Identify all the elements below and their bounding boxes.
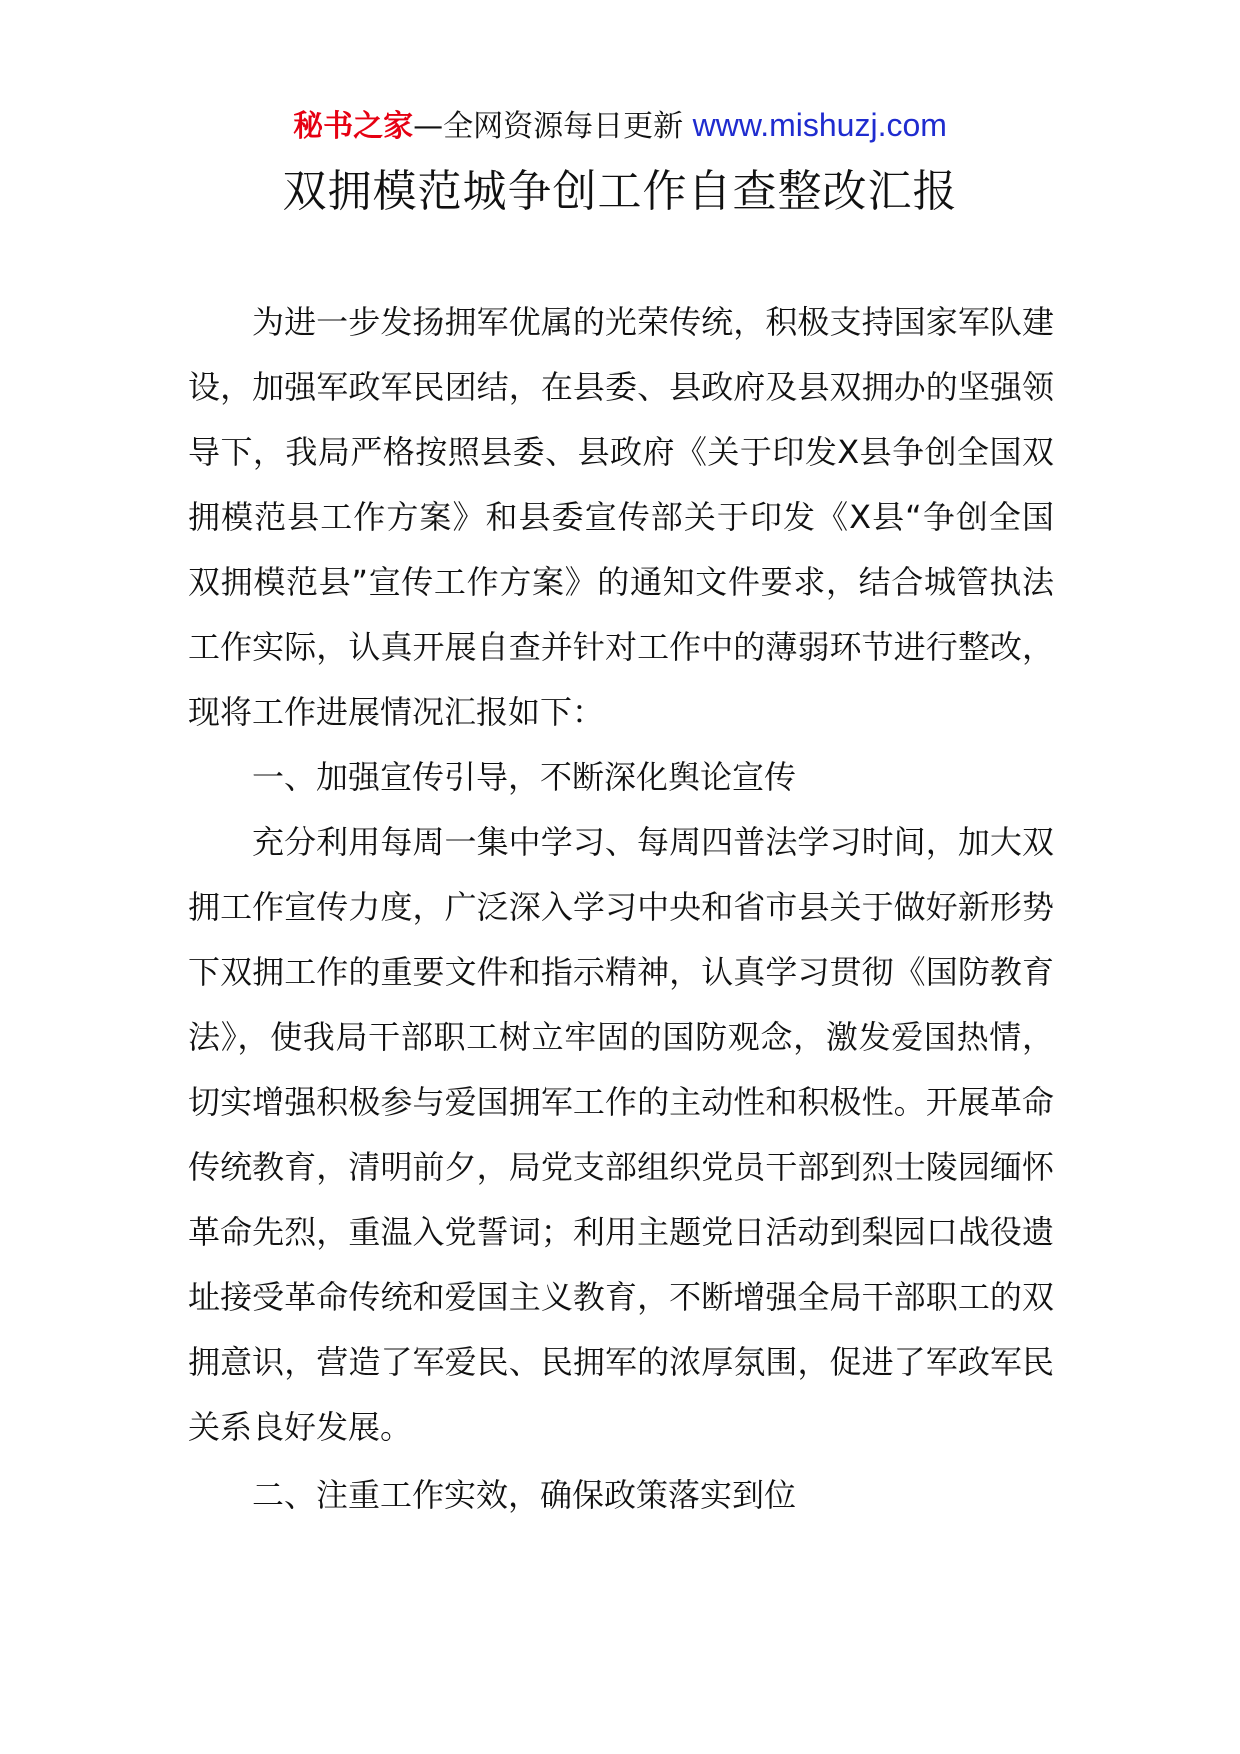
section-heading-1: 一、加强宣传引导，不断深化舆论宣传 — [252, 758, 797, 796]
site-url-link[interactable]: www.mishuzj.com — [692, 107, 947, 143]
site-brand: 秘书之家 — [293, 109, 414, 144]
site-slogan: —全网资源每日更新 — [413, 109, 684, 144]
site-header — [0, 100, 1240, 152]
intro-paragraph: 为进一步发扬拥军优属的光荣传统，积极支持国家军队建设，加强军政军民团结，在县委、县政府及县双拥办的坚强领导下，我局严格按照县委、县政府《关于印发X县争创全国双拥模范县工作方案》和县委宣传部关于印发《X县“争创全国双拥模范县”宣传工作方案》的通知文件要求，结合城管执法工作实际，认真开展自查并针对工作中的薄弱环节进行整改，现将工作进展情况汇报如下： — [188, 303, 1054, 731]
section-heading-2: 二、注重工作实效，确保政策落实到位 — [252, 1476, 797, 1514]
document-body — [188, 290, 1054, 1528]
section-paragraph-1: 充分利用每周一集中学习、每周四普法学习时间，加大双拥工作宣传力度，广泛深入学习中央和省市县关于做好新形势下双拥工作的重要文件和指示精神，认真学习贯彻《国防教育法》，使我局干部职工树立牢固的国防观念，激发爱国热情，切实增强积极参与爱国拥军工作的主动性和积极性。开展革命传统教育，清明前夕，局党支部组织党员干部到烈士陵园缅怀革命先烈，重温入党誓词；利用主题党日活动到梨园口战役遗址接受革命传统和爱国主义教育，不断增强全局干部职工的双拥意识，营造了军爱民、民拥军的浓厚氛围，促进了军政军民关系良好发展。 — [188, 823, 1054, 1446]
document-title: 双拥模范城争创工作自查整改汇报 — [282, 166, 958, 217]
